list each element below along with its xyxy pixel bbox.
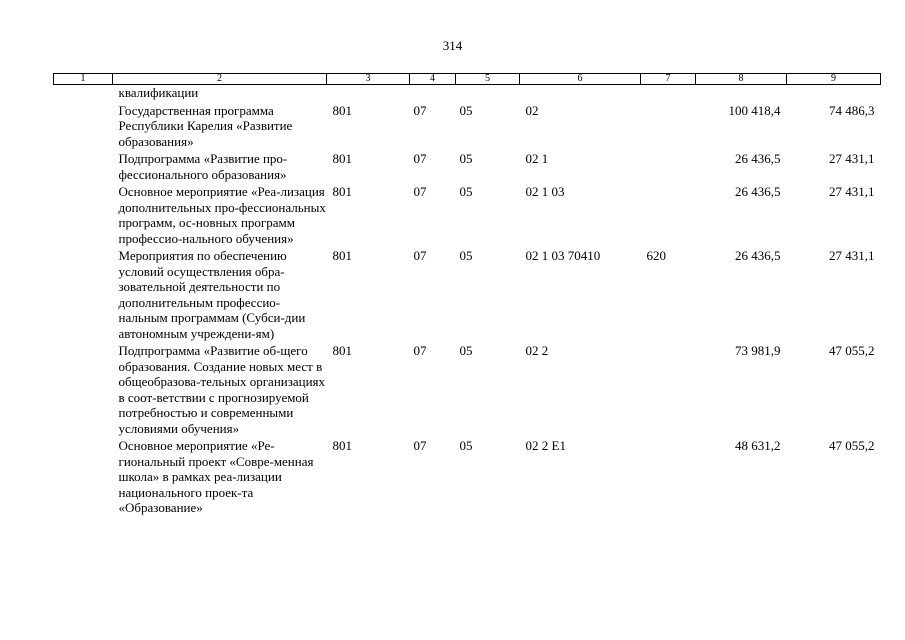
cell-name: Подпрограмма «Развитие про-фессионального образования» bbox=[118, 151, 288, 182]
cell-code-4: 07 bbox=[413, 151, 427, 166]
cell-name: Основное мероприятие «Реа-лизация дополнительных про-фессиональных программ, ос-новных программ профессио-нального обучения» bbox=[118, 184, 326, 246]
table-row bbox=[54, 85, 881, 103]
cell-amount-9: 47 055,2 bbox=[829, 438, 875, 453]
table-body bbox=[54, 85, 881, 518]
header-cell-9: 9 bbox=[787, 74, 881, 85]
cell-code-4: 07 bbox=[413, 184, 427, 199]
cell-amount-8: 26 436,5 bbox=[735, 248, 781, 263]
cell-col1 bbox=[54, 151, 113, 184]
cell-amount-9: 27 431,1 bbox=[829, 151, 875, 166]
cell-code-4: 07 bbox=[413, 438, 427, 453]
cell-code-5: 05 bbox=[459, 184, 473, 199]
table-row bbox=[54, 151, 881, 184]
table-header bbox=[54, 74, 881, 85]
cell-amount-9: 47 055,2 bbox=[829, 343, 875, 358]
header-cell-4: 4 bbox=[410, 74, 456, 85]
cell-name: Подпрограмма «Развитие об-щего образования. Создание новых мест в общеобразова-тельных организациях в соот-ветствии с прогнозируемой потребностью и современными условиями обучения» bbox=[118, 343, 326, 436]
cell-code-4: 07 bbox=[413, 102, 427, 118]
cell-col1 bbox=[54, 184, 113, 248]
cell-name: квалификации bbox=[118, 85, 199, 100]
cell-code-3 bbox=[327, 85, 410, 103]
cell-code-5: 05 bbox=[459, 343, 473, 358]
cell-code-3: 801 bbox=[332, 248, 352, 263]
cell-code-6 bbox=[520, 85, 641, 103]
cell-code-6: 02 1 bbox=[525, 151, 549, 166]
cell-code-7 bbox=[641, 343, 696, 438]
cell-amount-8: 73 981,9 bbox=[735, 343, 781, 358]
budget-table bbox=[53, 73, 881, 518]
cell-col1 bbox=[54, 248, 113, 343]
header-cell-8: 8 bbox=[696, 74, 787, 85]
cell-code-4 bbox=[410, 85, 456, 103]
cell-code-5: 05 bbox=[459, 102, 473, 118]
cell-col1 bbox=[54, 103, 113, 152]
header-row bbox=[54, 74, 881, 85]
cell-code-5: 05 bbox=[459, 151, 473, 166]
header-cell-3: 3 bbox=[327, 74, 410, 85]
cell-code-3: 801 bbox=[332, 343, 352, 358]
cell-amount-8: 26 436,5 bbox=[735, 184, 781, 199]
cell-code-7 bbox=[641, 85, 696, 103]
cell-code-5 bbox=[456, 85, 520, 103]
cell-code-4: 07 bbox=[413, 248, 427, 263]
cell-code-7: 620 bbox=[646, 248, 666, 263]
cell-col1 bbox=[54, 343, 113, 438]
table-row bbox=[54, 248, 881, 343]
cell-code-3: 801 bbox=[332, 438, 352, 453]
cell-amount-8: 26 436,5 bbox=[735, 151, 781, 166]
cell-amount-8: 48 631,2 bbox=[735, 438, 781, 453]
cell-code-7 bbox=[641, 103, 696, 152]
cell-amount-9 bbox=[787, 85, 881, 103]
cell-code-5: 05 bbox=[459, 438, 473, 453]
header-cell-7: 7 bbox=[641, 74, 696, 85]
table-row bbox=[54, 184, 881, 248]
cell-code-3: 801 bbox=[332, 184, 352, 199]
table-row bbox=[54, 438, 881, 518]
cell-code-6: 02 1 03 bbox=[525, 184, 565, 199]
cell-code-3: 801 bbox=[332, 102, 352, 118]
cell-amount-9: 27 431,1 bbox=[829, 184, 875, 199]
table-row bbox=[54, 103, 881, 152]
cell-code-7 bbox=[641, 438, 696, 518]
cell-code-6: 02 1 03 70410 bbox=[525, 248, 601, 263]
header-cell-1: 1 bbox=[54, 74, 113, 85]
cell-name: Государственная программа Республики Карелия «Развитие образования» bbox=[118, 102, 293, 149]
cell-name: Мероприятия по обеспечению условий осуществления обра-зовательной деятельности по дополнительным профессио-нальным программам (Субси-дии автономным учреждени-ям) bbox=[118, 248, 306, 341]
cell-code-6: 02 2 E1 bbox=[525, 438, 566, 453]
cell-amount-8: 100 418,4 bbox=[728, 102, 781, 118]
cell-code-7 bbox=[641, 184, 696, 248]
page-number: 314 bbox=[442, 38, 463, 53]
cell-amount-9: 27 431,1 bbox=[829, 248, 875, 263]
header-cell-2: 2 bbox=[113, 74, 327, 85]
cell-amount-9: 74 486,3 bbox=[829, 102, 875, 118]
cell-col1 bbox=[54, 85, 113, 103]
header-cell-6: 6 bbox=[520, 74, 641, 85]
cell-code-6: 02 2 bbox=[525, 343, 549, 358]
cell-code-5: 05 bbox=[459, 248, 473, 263]
cell-code-4: 07 bbox=[413, 343, 427, 358]
cell-col1 bbox=[54, 438, 113, 518]
cell-code-3: 801 bbox=[332, 151, 352, 166]
table-row bbox=[54, 343, 881, 438]
cell-code-6: 02 bbox=[525, 102, 539, 118]
cell-name: Основное мероприятие «Ре-гиональный проект «Совре-менная школа» в рамках реа-лизации национального проек-та «Образование» bbox=[118, 438, 314, 515]
header-cell-5: 5 bbox=[456, 74, 520, 85]
cell-code-7 bbox=[641, 151, 696, 184]
cell-amount-8 bbox=[696, 85, 787, 103]
